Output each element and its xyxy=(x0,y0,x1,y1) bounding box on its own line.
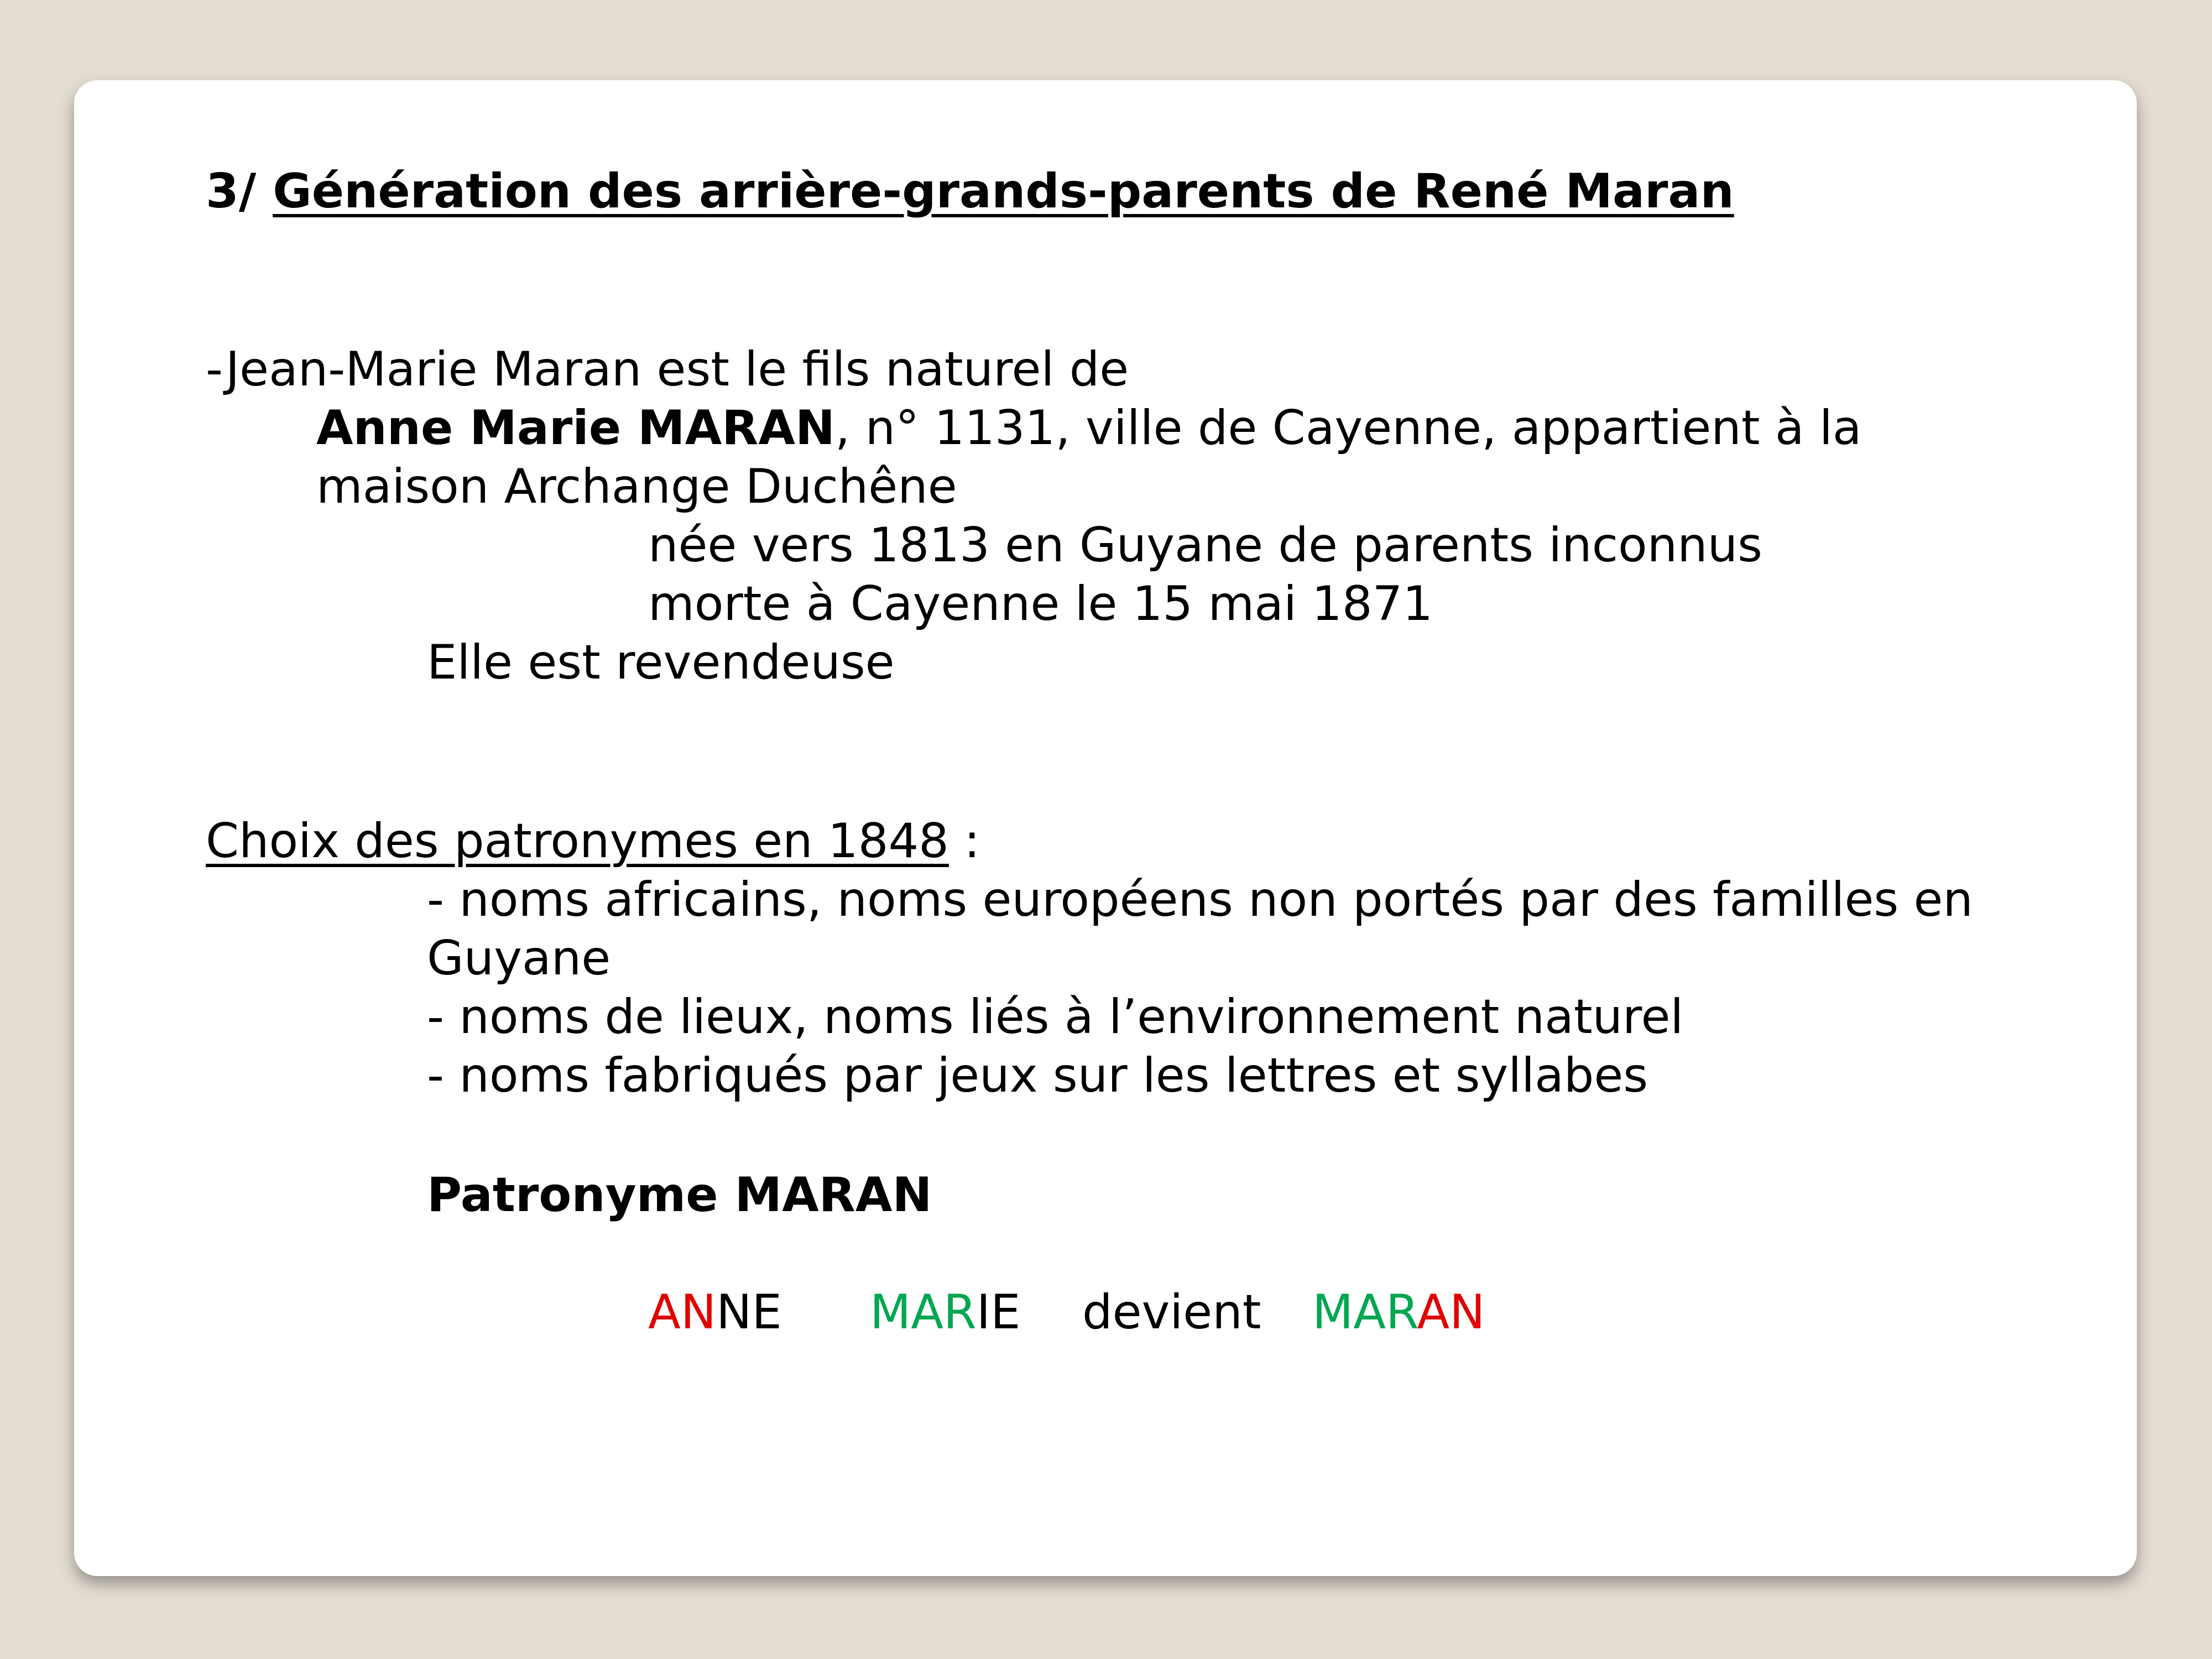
person-details: , n° 1131, ville de Cayenne, appartient à la xyxy=(834,400,1862,456)
choice-item-1: - noms africains, noms européens non portés par des familles en xyxy=(427,872,1973,927)
choice-heading-text: Choix des patronymes en 1848 xyxy=(206,813,949,869)
word-marie-rest: IE xyxy=(976,1285,1021,1340)
title-text: Génération des arrière-grands-parents de René Maran xyxy=(273,164,1734,219)
death-line: morte à Cayenne le 15 mai 1871 xyxy=(648,576,1433,632)
word-marie xyxy=(870,1285,1021,1340)
word-anne-colored: AN xyxy=(648,1285,717,1340)
word-anne xyxy=(648,1285,782,1340)
intro-line-1: -Jean-Marie Maran est le fils naturel de xyxy=(206,342,1129,397)
intro-line-3: maison Archange Duchêne xyxy=(316,459,957,514)
word-anne-rest: NE xyxy=(716,1285,782,1340)
person-name: Anne Marie MARAN xyxy=(316,400,835,456)
choice-heading-suffix: : xyxy=(948,813,980,869)
birth-line: née vers 1813 en Guyane de parents inconnus xyxy=(648,518,1762,573)
patronyme-heading: Patronyme MARAN xyxy=(427,1167,932,1223)
choice-heading xyxy=(206,813,980,869)
slide-title xyxy=(206,164,1734,219)
choice-item-1-cont: Guyane xyxy=(427,931,611,986)
choice-item-2: - noms de lieux, noms liés à l’environnement naturel xyxy=(427,989,1684,1045)
word-maran-red: AN xyxy=(1417,1285,1485,1340)
occupation-line: Elle est revendeuse xyxy=(427,635,895,690)
choice-item-3: - noms fabriqués par jeux sur les lettres et syllabes xyxy=(427,1048,1648,1103)
intro-line-2 xyxy=(316,400,1862,456)
title-prefix: 3/ xyxy=(206,164,273,219)
word-maran-green: MAR xyxy=(1312,1285,1417,1340)
word-marie-colored: MAR xyxy=(870,1285,977,1340)
word-maran xyxy=(1312,1285,1485,1340)
word-devient: devient xyxy=(1082,1285,1261,1340)
